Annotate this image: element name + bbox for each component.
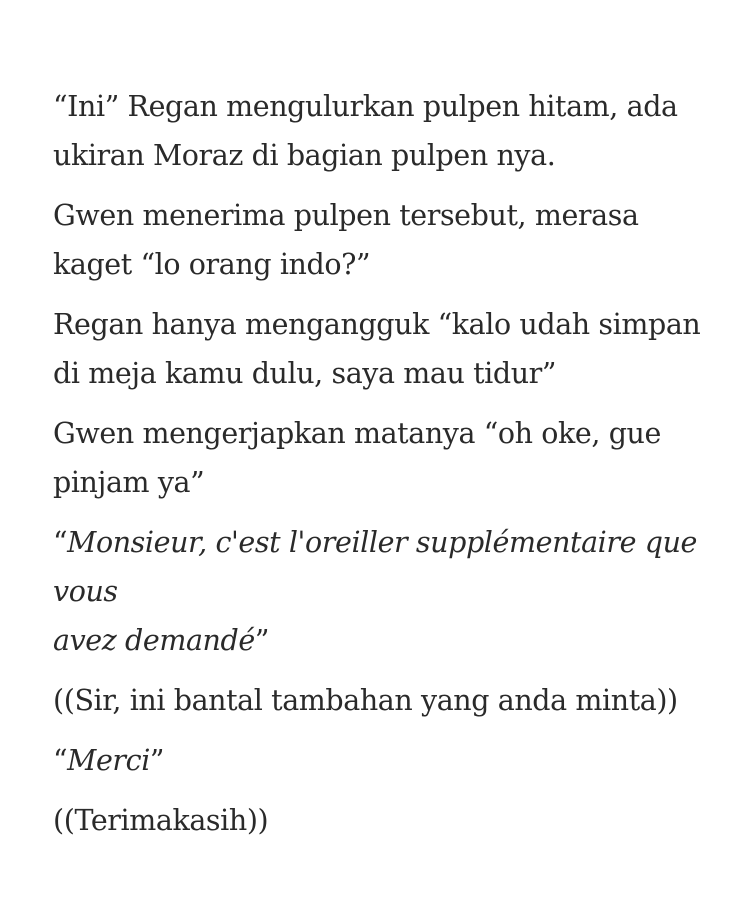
paragraph-3-line-2: di meja kamu dulu, saya mau tidur” bbox=[53, 357, 557, 390]
paragraph-3-line-1: Regan hanya mengangguk “kalo udah simpan bbox=[53, 308, 701, 341]
paragraph-3 bbox=[53, 300, 713, 398]
story-text bbox=[53, 82, 713, 856]
french-word: Merci bbox=[67, 744, 150, 777]
paragraph-1-line-1: “Ini” Regan mengulurkan pulpen hitam, ada bbox=[53, 90, 678, 123]
paragraph-8-translation bbox=[53, 796, 713, 845]
paragraph-4 bbox=[53, 409, 713, 507]
paragraph-1 bbox=[53, 82, 713, 180]
open-quote: “ bbox=[53, 744, 68, 777]
paragraph-4-line-1: Gwen mengerjapkan matanya “oh oke, gue bbox=[53, 417, 661, 450]
paragraph-6-translation bbox=[53, 676, 713, 725]
paragraph-2 bbox=[53, 191, 713, 289]
french-line-1: Monsieur, c'est l'oreiller supplémentaire que vous bbox=[53, 526, 698, 608]
paragraph-5-french-dialogue bbox=[53, 518, 713, 665]
paragraph-1-line-2: ukiran Moraz di bagian pulpen nya. bbox=[53, 139, 556, 172]
paragraph-7-french-dialogue bbox=[53, 736, 713, 785]
paragraph-2-line-1: Gwen menerima pulpen tersebut, merasa bbox=[53, 199, 639, 232]
paragraph-6-line-1: ((Sir, ini bantal tambahan yang anda minta)) bbox=[53, 684, 678, 717]
paragraph-8-line-1: ((Terimakasih)) bbox=[53, 804, 269, 837]
close-quote: ” bbox=[149, 744, 165, 777]
open-quote: “ bbox=[53, 526, 68, 559]
close-quote: ” bbox=[254, 624, 269, 657]
french-line-2: avez demandé bbox=[53, 624, 255, 657]
paragraph-4-line-2: pinjam ya” bbox=[53, 466, 205, 499]
paragraph-2-line-2: kaget “lo orang indo?” bbox=[53, 248, 371, 281]
